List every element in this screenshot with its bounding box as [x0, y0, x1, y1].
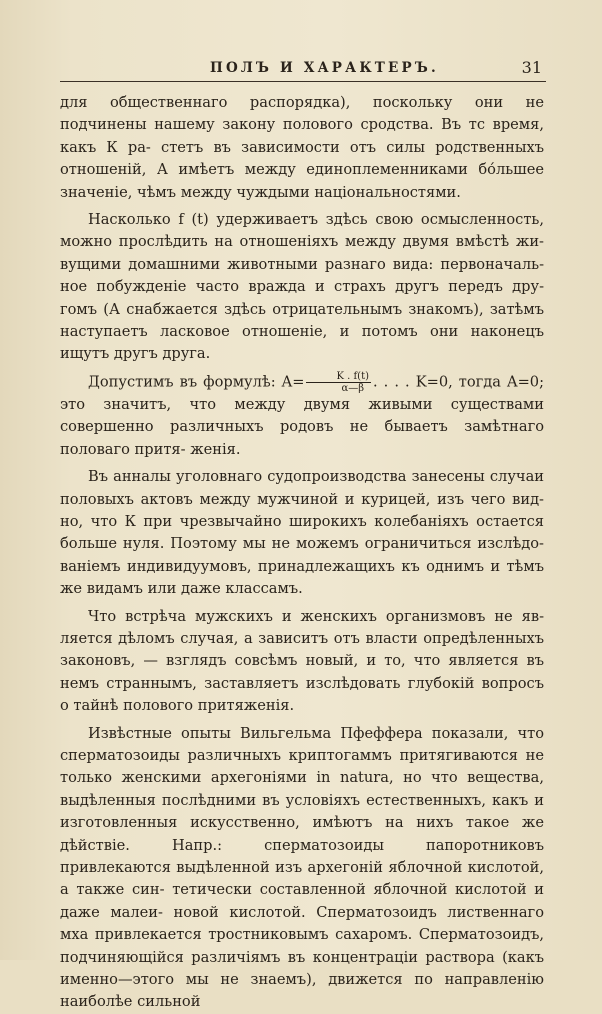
paragraph — [60, 92, 544, 204]
text-line: но, что К при чрезвычайно широкихъ колебаніяхъ остается — [60, 512, 544, 530]
text-line: ляется дѣломъ случая, а зависитъ отъ власти опредѣленныхъ — [60, 629, 544, 647]
text-line: другъ друга. — [113, 345, 211, 363]
text-line: тетически составленной яблочной кислотой и даже малеи- — [60, 881, 545, 921]
formula-denominator: α—β — [341, 382, 364, 394]
paragraph — [60, 466, 544, 600]
text-line: Извѣстные опыты Вильгельма Пфеффера показали, что — [88, 724, 544, 742]
text-line: различныхъ родовъ не бываетъ замѣтнаго половаго притя- — [60, 418, 545, 458]
text-line: ное побужденіе часто вражда и страхъ другъ передъ дру- — [60, 278, 544, 296]
text-line: наступаетъ ласковое отношеніе, и потомъ они наконецъ ищутъ — [60, 323, 544, 363]
text-line: выдѣленной изъ архегоній яблочной кислотой, а также син- — [60, 859, 544, 899]
text-line: законовъ, — взглядъ совсѣмъ новый, и то, что является въ — [60, 652, 544, 670]
text-line: мы не знаемъ), движется по направленію наиболѣе сильной — [60, 971, 544, 1011]
text-line: женія. — [190, 440, 241, 458]
text-line: половыхъ актовъ между мужчиной и курицей, изъ чего вид- — [60, 490, 544, 508]
text-line: можно прослѣдить на отношеніяхъ между двумя вмѣстѣ жи- — [60, 233, 544, 251]
text-line: новой кислотой. Сперматозоидъ лиственнаго мха привлекается — [60, 903, 544, 944]
text-line: А имѣетъ между единоплеменниками бо́льшее значеніе, чѣмъ — [60, 161, 544, 201]
text-line: больше нуля. Поэтому мы не можемъ ограничиться изслѣдо- — [60, 535, 544, 553]
text-line: стетъ въ зависимости отъ силы родственныхъ отношеній, — [60, 138, 545, 179]
page-number: 31 — [521, 58, 542, 77]
text-line: Что встрѣча мужскихъ и женскихъ организмовъ не яв- — [88, 607, 544, 625]
paragraph — [60, 371, 544, 461]
text-line: немъ страннымъ, заставляетъ изслѣдовать глубокій вопросъ — [60, 674, 544, 692]
text-line: и изготовленныя искусственно, имѣютъ на нихъ такое же — [60, 791, 545, 832]
formula-suffix: . . . . K=0, тогда A=0; это — [60, 373, 544, 413]
paragraph — [60, 209, 544, 366]
text-line: значитъ, что между двумя живыми существами совершенно — [60, 395, 545, 436]
text-line: различіямъ въ концентраціи раствора (какъ именно—этого — [60, 948, 544, 989]
text-line: о тайнѣ полового притяженія. — [60, 697, 295, 715]
text-line: только женскими архегоніями in natura, но что вещества, — [60, 769, 544, 787]
text-line: Насколько f (t) удерживаетъ здѣсь свою осмысленность, — [88, 211, 544, 229]
text-line: нашему закону полового сродства. Въ тс время, какъ К ра- — [60, 116, 545, 156]
running-title: ПОЛЪ И ХАРАКТЕРЪ. — [210, 60, 439, 76]
paragraph — [60, 723, 544, 1014]
text-line: выдѣленныя послѣдними въ условіяхъ естественныхъ, какъ — [60, 791, 529, 809]
paragraph — [60, 606, 544, 718]
text-line: гомъ (А снабжается здѣсь отрицательнымъ знакомъ), затѣмъ — [60, 300, 544, 318]
text-line: дѣйствіе. Напр.: сперматозоиды папоротниковъ привлекаются — [60, 836, 544, 876]
text-line: сперматозоиды различныхъ криптогаммъ притягиваются не — [60, 746, 544, 764]
text-line: между чуждыми національностями. — [180, 183, 461, 201]
text-line: ваніемъ индивидуумовъ, принадлежащихъ къ однимъ и тѣмъ — [60, 557, 544, 575]
text-line: вущими домашними животными разнаго вида: первоначаль- — [60, 255, 544, 273]
page-header — [60, 58, 546, 80]
text-line: тростниковымъ сахаромъ. Сперматозоидъ, подчиняющійся — [60, 926, 544, 966]
text-line: же видамъ или даже классамъ. — [60, 580, 303, 598]
header-rule — [60, 81, 546, 82]
formula-numerator: K . f(t) — [306, 371, 371, 383]
formula-fraction — [306, 371, 371, 394]
formula-prefix: Допустимъ въ формулѣ: A= — [88, 373, 305, 391]
body-text — [60, 92, 544, 1014]
text-line: Въ анналы уголовнаго судопроизводства занесены случаи — [88, 468, 544, 486]
text-line: для общественнаго распорядка), поскольку они не подчинены — [60, 94, 544, 134]
